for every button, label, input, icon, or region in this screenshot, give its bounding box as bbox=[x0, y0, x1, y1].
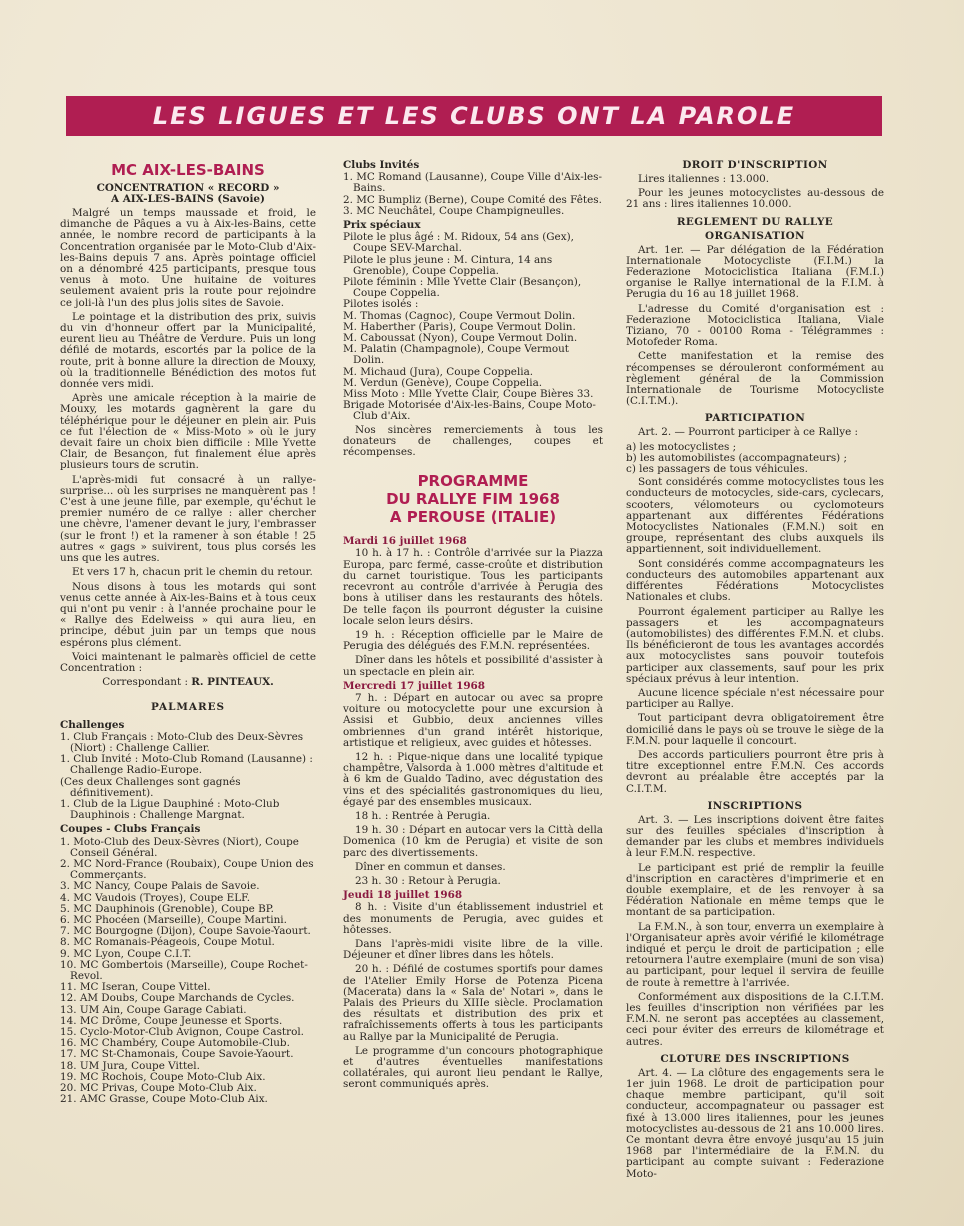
list-item: (Ces deux Challenges sont gagnés définitivement). bbox=[60, 775, 241, 799]
list-item: Brigade Motorisée d'Aix-les-Bains, Coupe Moto-Club d'Aix. bbox=[343, 399, 596, 423]
invites-list bbox=[343, 172, 603, 217]
paragraph: Le pointage et la distribution des prix, suivis du vin d'honneur offert par la Municipalité, eurent lieu au Théâtre de Verdure. Puis un long défilé de motards, escortés par la police de la route, prit à bonne allure la direction de Mouxy, où la traditionnelle Bénédiction des motos fut donnée vers midi. bbox=[60, 310, 316, 391]
challenges-list bbox=[60, 732, 316, 822]
inscriptions-heading: INSCRIPTIONS bbox=[707, 799, 803, 812]
paragraph: L'après-midi fut consacré à un rallye-surprise... où les surprises ne manquèrent pas ! C'est à une jeune fille, par exemple, qu'échut le premier numéro de ce rallye : aller chercher une chèvre, l'amener devant le jury, l'embrasser (sur le front !) et la ramener à son étable ! 25 autres « gags » suivirent, tous plus corsés les uns que les autres. bbox=[60, 473, 316, 565]
article-subheading-2: A AIX-LES-BAINS (Savoie) bbox=[111, 193, 265, 205]
paragraph: Après une amicale réception à la mairie de Mouxy, les motards gagnèrent la gare du téléphérique pour le déjeuner en plein air. Puis ce fut l'élection de « Miss-Moto » où le jury devait faire un choix bien difficile : Mlle Yvette Clair, de Besançon, fut finalement élue après plusieurs tours de scrutin. bbox=[60, 392, 316, 472]
paragraph: Aucune licence spéciale n'est nécessaire pour participer au Rallye. bbox=[626, 686, 884, 711]
list-item: M. Palatin (Champagnole), Coupe Vermout Dolin. bbox=[343, 343, 569, 367]
participants-list bbox=[626, 442, 884, 476]
invites-heading: Clubs Invités bbox=[343, 159, 420, 171]
list-item: 4. MC Vaudois (Troyes), Coupe ELF. bbox=[60, 891, 251, 904]
paragraph: 18 h. : Rentrée à Perugia. bbox=[355, 809, 491, 822]
paragraph: L'adresse du Comité d'organisation est : Federazione Motociclistica Italiana, Viale Tiziano, 70 - 00100 Roma - Télégrammes : Motofeder Roma. bbox=[626, 302, 884, 349]
list-item: b) les automobilistes (accompagnateurs) ; bbox=[626, 451, 848, 464]
palmares-heading: PALMARES bbox=[150, 701, 226, 714]
paragraph: 20 h. : Défilé de costumes sportifs pour dames de l'Atelier Emily Horse de Potenza Picena (Macerata) dans la « Sala de' Notari », dans le Palais des Prieurs du XIIIe siècle. Proclamation des résultats et distribution des prix et rafraîchissements offerts à tous les participants au Rallye par la Municipalité de Perugia. bbox=[343, 963, 603, 1043]
challenges-heading: Challenges bbox=[60, 718, 125, 731]
list-item: 11. MC Iseran, Coupe Vittel. bbox=[60, 981, 211, 994]
signature-name: R. PINTEAUX. bbox=[191, 676, 274, 689]
list-item: Miss Moto : Mlle Yvette Clair, Coupe Bières 33. bbox=[343, 388, 594, 401]
signature-prefix: Correspondant : bbox=[102, 676, 192, 689]
thanks-paragraph: Nos sincères remerciements à tous les donateurs de challenges, coupes et récompenses. bbox=[343, 423, 603, 459]
column-right bbox=[626, 160, 884, 1183]
day-heading: Jeudi 18 juillet 1968 bbox=[343, 889, 463, 902]
list-item: M. Haberther (Paris), Coupe Vermout Dolin. bbox=[343, 320, 576, 333]
list-item: Pilote le plus âgé : M. Ridoux, 54 ans (Gex), Coupe SEV-Marchal. bbox=[343, 231, 574, 255]
paragraph: Art. 1er. — Par délégation de la Fédération Internationale Motocycliste (F.I.M.) la Federazione Motociclistica Italiana (F.M.I.) organise le Rallye international de la F.I.M. à Perugia du 16 au 18 juillet 1968. bbox=[626, 243, 884, 301]
list-item: Pilotes isolés : bbox=[343, 298, 419, 311]
paragraph: Art. 2. — Pourront participer à ce Rallye : bbox=[638, 426, 859, 439]
list-item: M. Michaud (Jura), Coupe Coppelia. bbox=[343, 365, 534, 378]
paragraph: 7 h. : Départ en autocar ou avec sa propre voiture ou motocyclette pour une excursion à Assisi et Gubbio, deux anciennes villes ombriennes d'un grand intérêt historique, artistique et religieux, avec guides et hôtesses. bbox=[343, 691, 603, 749]
participation-heading: PARTICIPATION bbox=[704, 412, 806, 425]
paragraph: 19 h. : Réception officielle par le Maire de Perugia des délégués des F.M.N. représentées. bbox=[343, 628, 603, 653]
list-item: 8. MC Romanais-Péageois, Coupe Motul. bbox=[60, 936, 275, 949]
cloture-heading: CLOTURE DES INSCRIPTIONS bbox=[660, 1052, 850, 1065]
article-subheading-1: CONCENTRATION « RECORD » bbox=[96, 182, 280, 194]
organisation-heading: ORGANISATION bbox=[705, 229, 805, 242]
paragraph: 23 h. 30 : Retour à Perugia. bbox=[355, 874, 501, 887]
coupes-list bbox=[60, 837, 316, 1106]
list-item: 15. Cyclo-Motor-Club Avignon, Coupe Castrol. bbox=[60, 1026, 304, 1039]
paragraph: La F.M.N., à son tour, enverra un exemplaire à l'Organisateur après avoir vérifié le kilométrage indiqué et perçu le droit de participation ; elle retournera l'autre exemplaire (muni de son visa) au participant, pour lequel il servira de feuille de route à remettre à l'arrivée. bbox=[626, 920, 884, 989]
list-item: 3. MC Nancy, Coupe Palais de Savoie. bbox=[60, 880, 260, 893]
list-item: Pilote le plus jeune : M. Cintura, 14 ans Grenoble), Coupe Coppelia. bbox=[343, 253, 553, 277]
list-item: Pilote féminin : Mlle Yvette Clair (Besançon), Coupe Coppelia. bbox=[343, 276, 582, 300]
column-left bbox=[60, 160, 316, 1107]
coupes-heading: Coupes - Clubs Français bbox=[60, 823, 201, 836]
program-title bbox=[343, 472, 603, 526]
list-item: a) les motocyclistes ; bbox=[626, 440, 737, 453]
list-item: M. Caboussat (Nyon), Coupe Vermout Dolin. bbox=[343, 332, 578, 345]
paragraph: Conformément aux dispositions de la C.I.T.M. les feuilles d'inscription non vérifiées par les F.M.N. ne seront pas acceptées au classement, ceci pour éviter des erreurs de kilométrage et autres. bbox=[626, 990, 884, 1048]
paragraph: Dîner dans les hôtels et possibilité d'assister à un spectacle en plein air. bbox=[343, 654, 603, 678]
list-item: 20. MC Privas, Coupe Moto-Club Aix. bbox=[60, 1082, 257, 1095]
list-item: 2. MC Nord-France (Roubaix), Coupe Union des Commerçants. bbox=[60, 857, 314, 882]
prix-speciaux-list bbox=[343, 232, 603, 422]
list-item: 18. UM Jura, Coupe Vittel. bbox=[60, 1059, 200, 1072]
correspondent-signature bbox=[60, 677, 316, 688]
list-item: 2. MC Bumpliz (Berne), Coupe Comité des Fêtes. bbox=[343, 193, 602, 206]
list-item: 5. MC Dauphinois (Grenoble), Coupe BP. bbox=[60, 902, 274, 915]
column-middle bbox=[343, 160, 603, 1094]
paragraph: Dans l'après-midi visite libre de la ville. Déjeuner et dîner libres dans les hôtels. bbox=[343, 937, 603, 962]
paragraph: Art. 4. — La clôture des engagements sera le 1er juin 1968. Le droit de participation pour chaque membre participant, qu'il soit conducteur, accompagnateur ou passager est fixé à 13.000 lires italiennes, pour les jeunes motocyclistes au-dessous de 21 ans 10.000 lires. Ce montant devra être envoyé jusqu'au 15 juin 1968 par l'intermédiaire de la F.M.N. du participant au compte suivant : Federazione Moto- bbox=[626, 1066, 884, 1180]
prix-speciaux-heading: Prix spéciaux bbox=[343, 219, 421, 232]
paragraph: 10 h. à 17 h. : Contrôle d'arrivée sur la Piazza Europa, parc fermé, casse-croûte et distribution du carnet touristique. Tous les participants recevront au contrôle d'arrivée à Perugia des bons à utiliser dans les restaurants des hôtels. De telle façon ils pourront déguster la cuisine locale selon leurs désirs. bbox=[343, 547, 603, 627]
list-item: 1. MC Romand (Lausanne), Coupe Ville d'Aix-les-Bains. bbox=[343, 171, 603, 195]
list-item: 9. MC Lyon, Coupe C.I.T. bbox=[60, 947, 192, 960]
day-heading: Mardi 16 juillet 1968 bbox=[343, 535, 467, 548]
paragraph: Nous disons à tous les motards qui sont venus cette année à Aix-les-Bains et à tous ceux qui n'ont pu venir : à l'année prochaine pour le « Rallye des Edelweiss » qui aura lieu, en principe, début juin par un temps que nous espérons plus clément. bbox=[60, 580, 316, 649]
list-item: c) les passagers de tous véhicules. bbox=[626, 463, 808, 476]
list-item: 19. MC Rochois, Coupe Moto-Club Aix. bbox=[60, 1070, 266, 1083]
list-item: 3. MC Neuchâtel, Coupe Champigneulles. bbox=[343, 204, 565, 217]
paragraph: 19 h. 30 : Départ en autocar vers la Città della Domenica (10 km de Perugia) et visite de son parc des divertissements. bbox=[343, 824, 603, 859]
list-item: 6. MC Phocéen (Marseille), Coupe Martini. bbox=[60, 913, 287, 926]
list-item: 12. AM Doubs, Coupe Marchands de Cycles. bbox=[60, 992, 295, 1005]
title-banner bbox=[66, 96, 882, 136]
paragraph: Malgré un temps maussade et froid, le dimanche de Pâques a vu à Aix-les-Bains, cette année, le nombre record de participants à la Concentration organisée par le Moto-Club d'Aix-les-Bains depuis 7 ans. Après pointage officiel on a dénombré 425 participants, presque tous venus à moto. Une huitaine de voitures seulement avaient pris la route pour rejoindre ce joli-là l'un des plus jolis sites de Savoie. bbox=[60, 207, 316, 309]
list-item: 17. MC St-Chamonais, Coupe Savoie-Yaourt. bbox=[60, 1048, 294, 1061]
paragraph: Le participant est prié de remplir la feuille d'inscription en caractères d'imprimerie et en double exemplaire, et de les renvoyer à sa Fédération Nationale en même temps que le montant de sa participation. bbox=[626, 861, 884, 919]
paragraph: Voici maintenant le palmarès officiel de cette Concentration : bbox=[60, 650, 316, 674]
paragraph: 8 h. : Visite d'un établissement industriel et des monuments de Perugia, avec guides et hôtesses. bbox=[343, 901, 603, 936]
list-item: 1. Club Français : Moto-Club des Deux-Sèvres (Niort) : Challenge Callier. bbox=[60, 730, 304, 754]
list-item: 16. MC Chambéry, Coupe Automobile-Club. bbox=[60, 1037, 290, 1050]
paragraph: Le programme d'un concours photographique et d'autres éventuelles manifestations collatérales, qui auront lieu pendant le Rallye, seront communiqués après. bbox=[343, 1044, 603, 1091]
paragraph: Pour les jeunes motocyclistes au-dessous de 21 ans : lires italiennes 10.000. bbox=[626, 187, 884, 211]
paragraph: Dîner en commun et danses. bbox=[355, 860, 506, 873]
paragraph: Lires italiennes : 13.000. bbox=[638, 173, 770, 185]
banner-title: LES LIGUES ET LES CLUBS ONT LA PAROLE bbox=[152, 102, 796, 130]
paragraph: Tout participant devra obligatoirement être domicilié dans le pays où se trouve le siège de la F.M.N. pour laquelle il concourt. bbox=[626, 712, 884, 747]
droit-heading: DROIT D'INSCRIPTION bbox=[682, 159, 828, 171]
paragraph: Cette manifestation et la remise des récompenses se dérouleront conformément au règlement général de la Commission Internationale de Tourisme Motocycliste (C.I.T.M.). bbox=[626, 350, 884, 408]
paragraph: Des accords particuliers pourront être pris à titre exceptionnel entre F.M.N. Ces accords devront au préalable être acceptés par la C.I.T.M. bbox=[626, 748, 884, 795]
program-title-line-1: PROGRAMME bbox=[417, 472, 529, 491]
reglement-heading: REGLEMENT DU RALLYE bbox=[676, 215, 834, 228]
program-title-line-3: A PEROUSE (ITALIE) bbox=[389, 508, 557, 527]
list-item: 14. MC Drôme, Coupe Jeunesse et Sports. bbox=[60, 1014, 283, 1027]
list-item: 1. Club de la Ligue Dauphiné : Moto-Club Dauphinois : Challenge Margnat. bbox=[60, 797, 280, 822]
paragraph: Sont considérés comme accompagnateurs les conducteurs des automobiles appartenant aux différentes Fédérations Motocyclistes Nationales et clubs. bbox=[626, 557, 884, 604]
day-heading: Mercredi 17 juillet 1968 bbox=[343, 679, 486, 692]
list-item: 13. UM Ain, Coupe Garage Cabiati. bbox=[60, 1003, 247, 1016]
list-item: 21. AMC Grasse, Coupe Moto-Club Aix. bbox=[60, 1093, 268, 1106]
list-item: 1. Moto-Club des Deux-Sèvres (Niort), Coupe Conseil Général. bbox=[60, 835, 299, 859]
paragraph: Et vers 17 h, chacun prit le chemin du retour. bbox=[72, 566, 313, 579]
program-title-line-2: DU RALLYE FIM 1968 bbox=[386, 490, 560, 509]
paragraph: Sont considérés comme motocyclistes tous les conducteurs de motocycles, side-cars, cyclecars, scooters, vélomoteurs ou cyclomoteurs appartenant aux différentes Fédérations Motocyclistes Nationales (F.M.N.) soit en groupe, représentant des clubs auxquels ils appartiennent, soit individuellement. bbox=[626, 476, 884, 556]
paragraph: 12 h. : Pique-nique dans une localité typique champêtre, Valsorda à 1.000 mètres d'altitude et à 6 km de Gualdo Tadino, avec dégustation des vins et des spécialités gastronomiques du lieu, égayé par des ensembles musicaux. bbox=[343, 750, 603, 808]
list-item: M. Thomas (Cagnoc), Coupe Vermout Dolin. bbox=[343, 309, 576, 322]
list-item: 7. MC Bourgogne (Dijon), Coupe Savoie-Yaourt. bbox=[60, 925, 311, 938]
paragraph: Art. 3. — Les inscriptions doivent être faites sur des feuilles spéciales d'inscription à demander par les clubs et membres individuels à leur F.M.N. respective. bbox=[626, 813, 884, 860]
paragraph: Pourront également participer au Rallye les passagers et les accompagnateurs (automobilistes) des différentes F.M.N. et clubs. Ils bénéficieront de tous les avantages accordés aux motocyclistes sans pouvoir toutefois participer aux classements, sauf pour les prix spéciaux prévus à leur intention. bbox=[626, 605, 884, 685]
list-item: 1. Club Invité : Moto-Club Romand (Lausanne) : Challenge Radio-Europe. bbox=[60, 753, 313, 777]
list-item: 10. MC Gombertois (Marseille), Coupe Rochet-Revol. bbox=[60, 958, 308, 982]
article-heading: MC AIX-LES-BAINS bbox=[111, 161, 265, 179]
list-item: M. Verdun (Genève), Coupe Coppelia. bbox=[343, 376, 543, 389]
